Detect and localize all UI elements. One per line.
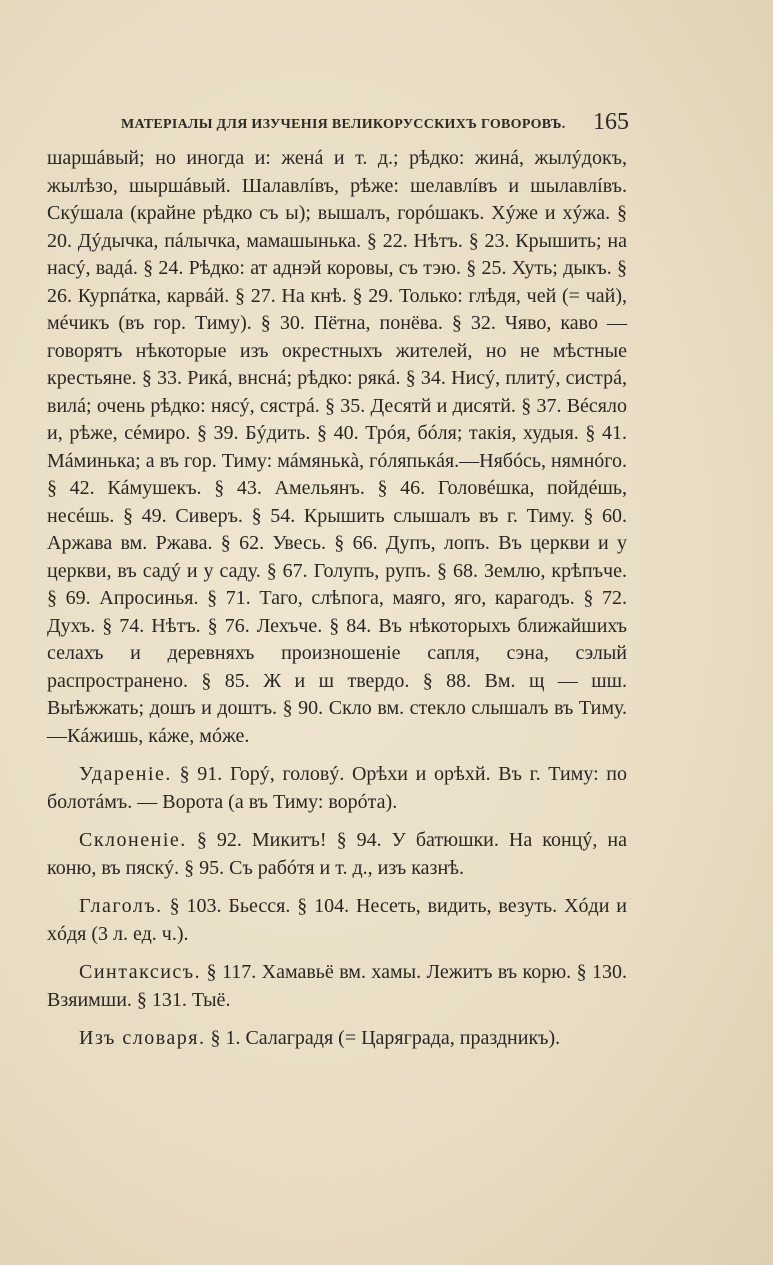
paragraph-text: § 91. Горý, головý. Орѣхи и орѣхй. Въ г. Тиму: по болотáмъ. — Ворота (а въ Тиму: ворóта). <box>47 763 628 813</box>
paragraph-verb <box>47 893 627 948</box>
paragraph-phonetics <box>47 145 627 750</box>
running-head <box>47 105 627 145</box>
page-number: 165 <box>593 109 629 135</box>
paragraph-text: § 117. Хамавьё вм. хамы. Лежитъ въ корю. § 130. Взяимши. § 131. Тыё. <box>47 961 628 1011</box>
paragraph-syntax <box>47 959 627 1014</box>
text-block <box>47 105 627 1053</box>
section-heading: Склоненіе. <box>79 829 187 851</box>
paragraph-text: § 92. Микитъ! § 94. У батюшки. На концý, на коню, въ пяскý. § 95. Съ рабóтя и т. д., изъ казнѣ. <box>47 829 628 879</box>
paragraph-text: шаршáвый; но иногда и: женá и т. д.; рѣдко: жинá, жылýдокъ, жылѣзо, шыршáвый. Шалавлíвъ, рѣже: шелавлíвъ и шылавлíвъ. Скýшала (крайне рѣдко съ ы); вышалъ, горóшакъ. Хýже и хýжа. § 20. Дýдычка, пáлычка, мамашынька. § 22. Нѣтъ. § 23. Крышить; на насý, вадá. § 24. Рѣдко: ат аднэй коровы, съ тэю. § 25. Хуть; дыкъ. § 26. Курпáтка, карвáй. § 27. На кнѣ. § 29. Только: глѣдя, чей (= чай), мéчикъ (въ гор. Тиму). § 30. Пётна, понёва. § 32. Чяво, каво — говорятъ нѣкоторые изъ окрестныхъ жителей, но не мѣстные крестьяне. § 33. Рикá, внснá; рѣдко: рякá. § 34. Нисý, плитý, систрá, вилá; очень рѣдко: нясý, сястрá. § 35. Десятй и дисятй. § 37. Вéсяло и, рѣже, сéмиро. § 39. Бýдить. § 40. Трóя, бóля; такія, худыя. § 41. Мáминька; а въ гор. Тиму: мáмянькà, гóляпькáя.—Нябóсь, нямнóго. § 42. Кáмушекъ. § 43. Амельянъ. § 46. Головéшка, пойдéшь, несéшь. § 49. Сиверъ. § 54. Крышить слышалъ въ г. Тиму. § 60. Аржава вм. Ржава. § 62. Увесь. § 66. Дупъ, лопъ. Въ церкви и у церкви, въ садý и у саду. § 67. Голупъ, рупъ. § 68. Землю, крѣпъче. § 69. Апросинья. § 71. Таго, слѣпога, маяго, яго, карагодъ. § 72. Духъ. § 74. Нѣтъ. § 76. Лехъче. § 84. Въ нѣкоторыхъ ближайшихъ селахъ и деревняхъ произношеніе сапля, сэна, сэлый распространено. § 85. Ж и ш твердо. § 88. Вм. щ — шш. Выѣжжать; дошъ и доштъ. § 90. Скло вм. стекло слышалъ въ Тиму.—Кáжишь, кáже, мóже. <box>47 147 627 747</box>
paragraph-text: § 1. Салаградя (= Царяграда, праздникъ). <box>210 1027 561 1049</box>
paragraph-declension <box>47 827 627 882</box>
section-heading: Глаголъ. <box>79 895 163 917</box>
paragraph-text: § 103. Бьесся. § 104. Несеть, видить, везуть. Хóди и хóдя (3 л. ед. ч.). <box>47 895 628 945</box>
section-heading: Изъ словаря. <box>79 1027 206 1049</box>
section-heading: Синтаксисъ. <box>79 961 202 983</box>
paragraph-dictionary <box>47 1025 627 1053</box>
section-heading: Удареніе. <box>79 763 172 785</box>
paragraph-stress <box>47 761 627 816</box>
running-title: МАТЕРІАЛЫ ДЛЯ ИЗУЧЕНІЯ ВЕЛИКОРУССКИХЪ ГОВОРОВЪ. <box>121 117 566 132</box>
